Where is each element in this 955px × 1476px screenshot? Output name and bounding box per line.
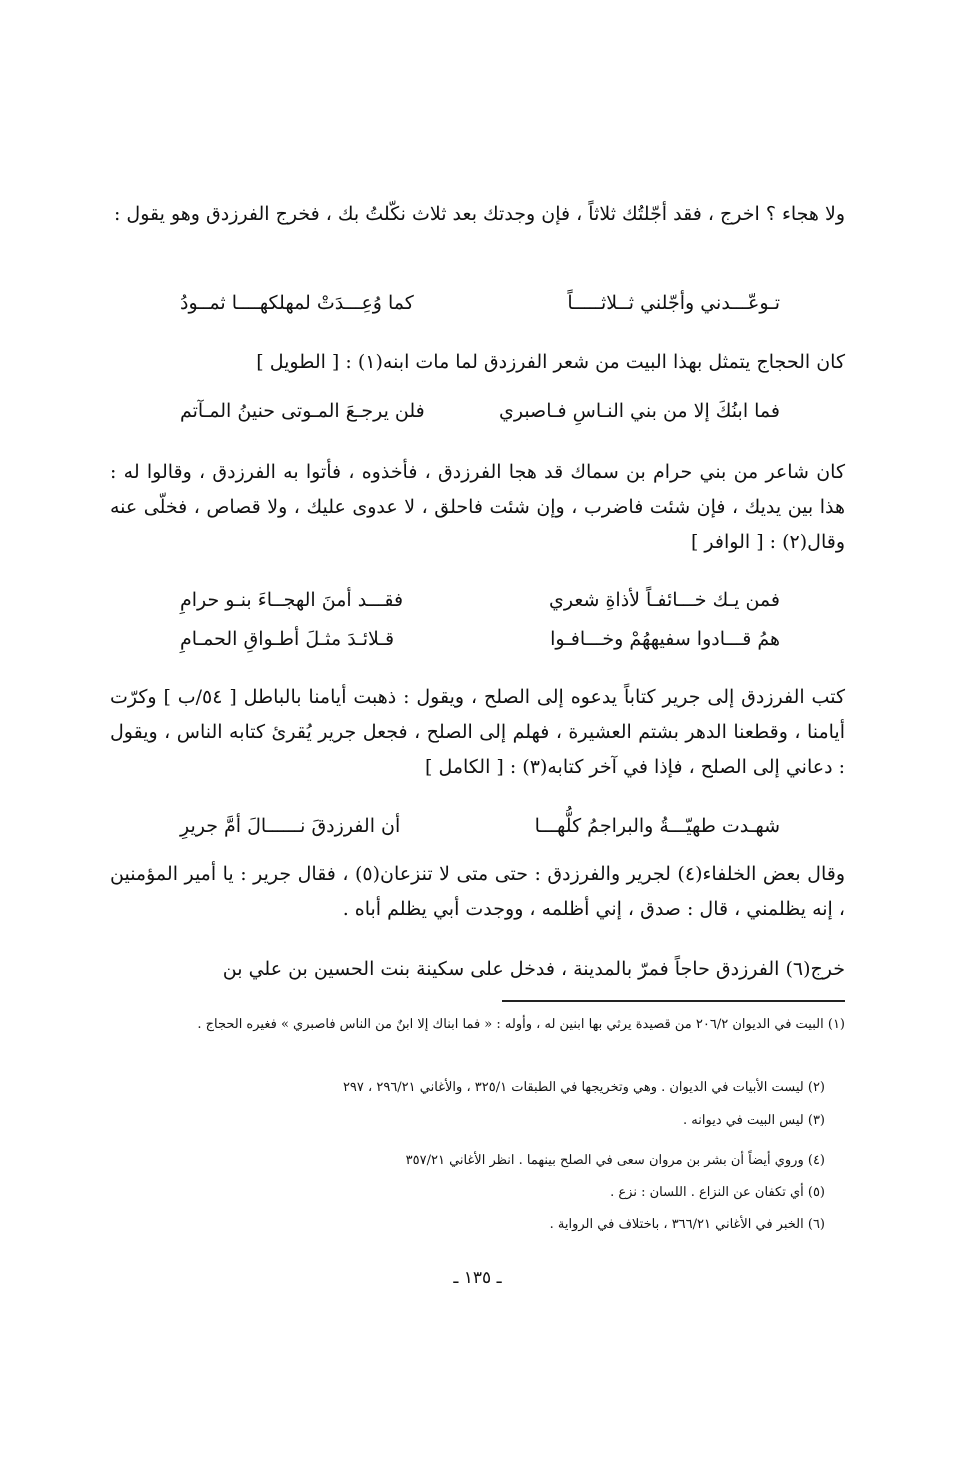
page-number: ـ ١٣٥ ـ	[453, 1268, 502, 1288]
paragraph-4: كتب الفرزدق إلى جرير كتاباً يدعوه إلى الصلح ، ويقول : ذهبت أيامنا بالباطل [ ٥٤/ب ] وكرّت أيامنا ، وقطعنا الدهر بشتم العشيرة ، فهلم إلى الصلح ، فجعل جرير يُقرئ كتابه الناس ، ويقول : دعاني إلى الصلح ، فإذا في آخر كتابه(٣) : [ الكامل ]	[110, 686, 845, 778]
footnote-3: (٣) ليس البيت في ديوانه .	[683, 1113, 825, 1128]
paragraph-1: ولا هجاء ؟ اخرج ، فقد أجّلتُك ثلاثاً ، فإن وجدتك بعد ثلاث نكّلتُ بك ، فخرج الفرزدق وهو يقول :	[113, 203, 845, 225]
footnote-1: (١) البيت في الديوان ٢٠٦/٢ من قصيدة يرثي بها ابنين له ، وأوله : « فما ابناك إلا ابنٌ من الناس فاصبري » فغيره الحجاج .	[197, 1017, 845, 1032]
verse-3	[180, 589, 780, 625]
footnote-2: (٢) ليست الأبيات في الديوان . وهي وتخريجها في الطبقات ٣٢٥/١ ، والأغاني ٢٩٦/٢١ ، ٢٩٧	[342, 1080, 825, 1095]
verse-2-first-hemistich: فما ابنُكَ إلا من بني النـاسِ فـاصبري	[498, 400, 780, 422]
footnote-6: (٦) الخبر في الأغاني ٣٦٦/٢١ ، باختلاف في الرواية .	[549, 1217, 825, 1232]
footnote-separator	[502, 1000, 845, 1002]
verse-3-second-hemistich: فقـــد أمنَ الهجــاءَ بنـو حرامِ	[180, 589, 404, 611]
paragraph-6: خرج(٦) الفرزدق حاجاً فمرّ بالمدينة ، فدخل على سكينة بنت الحسين بن علي بن	[222, 958, 845, 980]
verse-4	[180, 628, 780, 664]
verse-4-first-hemistich: همُ قـــادوا سفيههُمْ وخـــافـوا	[550, 628, 780, 650]
paragraph-5: وقال بعض الخلفاء(٤) لجرير والفرزدق : حتى متى لا تنزعان(٥) ، فقال جرير : يا أمير المؤمنين ، إنه يظلمني ، قال : صدق ، إني أظلمه ، ووجدت أبي يظلم أباه .	[110, 863, 846, 920]
verse-2	[180, 400, 780, 436]
verse-1	[180, 292, 780, 328]
paragraph-3: كان شاعر من بني حرام بن سماك قد هجا الفرزدق ، فأخذوه ، فأتوا به الفرزدق ، وقالوا له : هذا بين يديك ، فإن شئت فاضرب ، وإن شئت فاحلق ، لا عدوى عليك ، ولا قصاص ، فخلّى عنه وقال(٢) : [ الوافر ]	[110, 461, 845, 553]
verse-4-second-hemistich: قـلائـدَ مثـلَ أطـواقِ الحمـامِ	[180, 628, 395, 650]
verse-5-second-hemistich: أن الفرزدقَ نــــــالَ أمَّ جريرِ	[180, 815, 401, 837]
verse-2-second-hemistich: فلن يرجـعَ المـوتى حنينُ المـآتم	[180, 400, 425, 422]
verse-1-first-hemistich: تـوعّـــدني وأجّلني ثــلاثـــــاً	[567, 292, 780, 314]
footnote-4: (٤) وروي أيضاً أن بشر بن مروان سعى في الصلح بينهما . انظر الأغاني ٣٥٧/٢١	[405, 1153, 825, 1168]
paragraph-2: كان الحجاج يتمثل بهذا البيت من شعر الفرزدق لما مات ابنه(١) : [ الطويل ]	[256, 351, 845, 373]
verse-1-second-hemistich: كما وُعِـــدَتْ لمهلكهــــا ثمــودُ	[180, 292, 414, 314]
verse-5	[180, 815, 780, 851]
verse-3-first-hemistich: فمن يـك خـــائفـاً لأذاةِ شعري	[548, 589, 780, 611]
footnote-5: (٥) أي تكفان عن النزاع . اللسان : نزع .	[610, 1185, 825, 1200]
verse-5-first-hemistich: شهـدت طهيّـــةُ والبراجمُ كلُّهـــا	[534, 815, 780, 837]
